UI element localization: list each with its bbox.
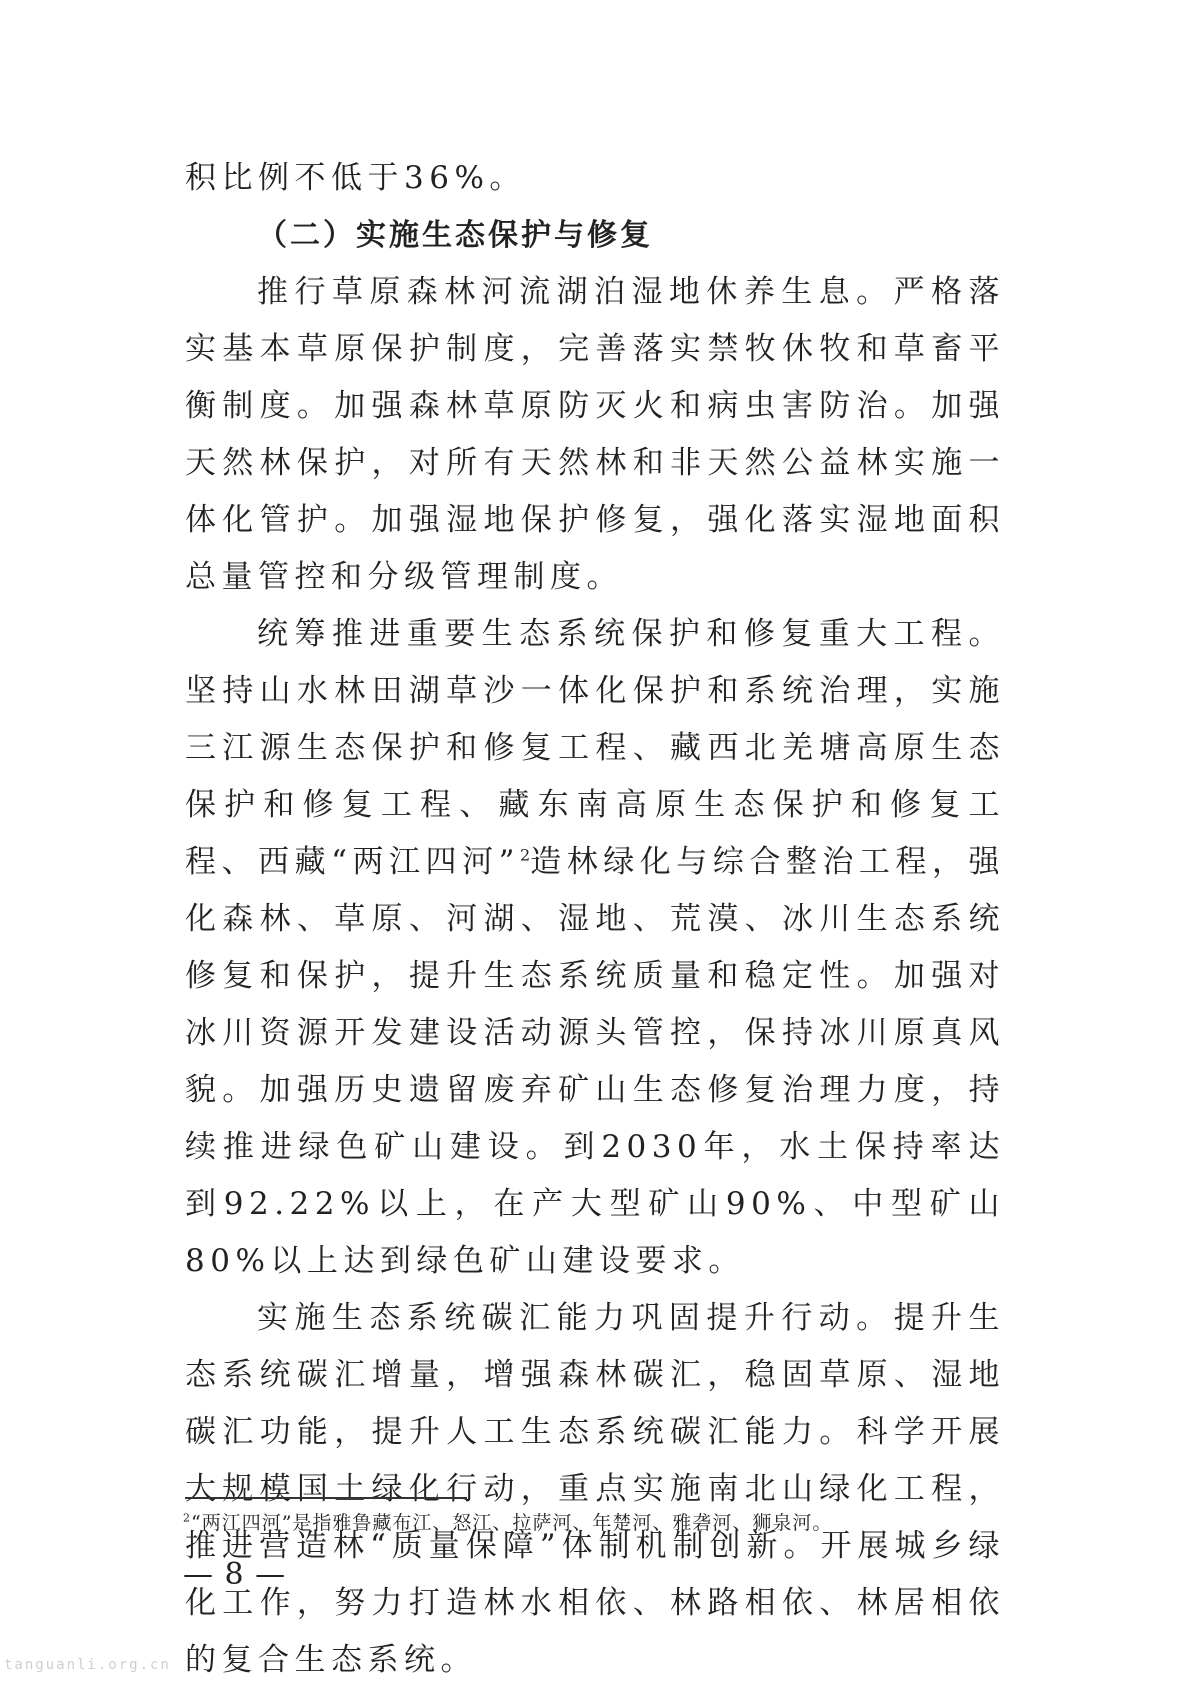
- footnote-marker: 2: [183, 1511, 191, 1525]
- footnote-reference[interactable]: 2: [519, 845, 531, 865]
- footnote-divider: [185, 1497, 467, 1499]
- paragraph-grassland-forest: 推行草原森林河流湖泊湿地休养生息。严格落实基本草原保护制度，完善落实禁牧休牧和草畜平衡制度。加强森林草原防灭火和病虫害防治。加强天然林保护，对所有天然林和非天然公益林实施一体化管护。加强湿地保护修复，强化落实湿地面积总量管控和分级管理制度。: [185, 274, 1005, 595]
- paragraph-text-part: 造林绿化与综合整治工程，强化森林、草原、河湖、湿地、荒漠、冰川生态系统修复和保护，提升生态系统质量和稳定性。加强对冰川资源开发建设活动源头管控，保持冰川原真风貌。加强历史遗留废弃矿山生态修复治理力度，持续推进绿色矿山建设。到2030年，水土保持率达到92.22%以上，在产大型矿山90%、中型矿山80%以上达到绿色矿山建设要求。: [185, 844, 1005, 1279]
- footnote-text: “两江四河”是指雅鲁藏布江、怒江、拉萨河、年楚河、雅砻河、狮泉河。: [191, 1512, 833, 1534]
- paragraph-carbon-sink: 实施生态系统碳汇能力巩固提升行动。提升生态系统碳汇增量，增强森林碳汇，稳固草原、湿地碳汇功能，提升人工生态系统碳汇能力。科学开展大规模国土绿化行动，重点实施南北山绿化工程，推进营造林“质量保障”体制机制创新。开展城乡绿化工作，努力打造林水相依、林路相依、林居相依的复合生态系统。: [185, 1300, 1005, 1678]
- page-number: — 8 —: [183, 1557, 287, 1592]
- paragraph-continuation: 积比例不低于36%。: [185, 160, 526, 196]
- footnote: [183, 1508, 832, 1535]
- paragraph-text-part: 统筹推进重要生态系统保护和修复重大工程。坚持山水林田湖草沙一体化保护和系统治理，实施三江源生态保护和修复工程、藏西北羌塘高原生态保护和修复工程、藏东南高原生态保护和修复工程、西藏“两江四河”: [185, 616, 1005, 880]
- paragraph-ecosystem-projects: [185, 606, 1005, 1290]
- watermark: tanguanli.org.cn: [4, 1657, 171, 1673]
- body-text: [185, 150, 1005, 1689]
- section-heading: （二）实施生态保护与修复: [257, 218, 653, 253]
